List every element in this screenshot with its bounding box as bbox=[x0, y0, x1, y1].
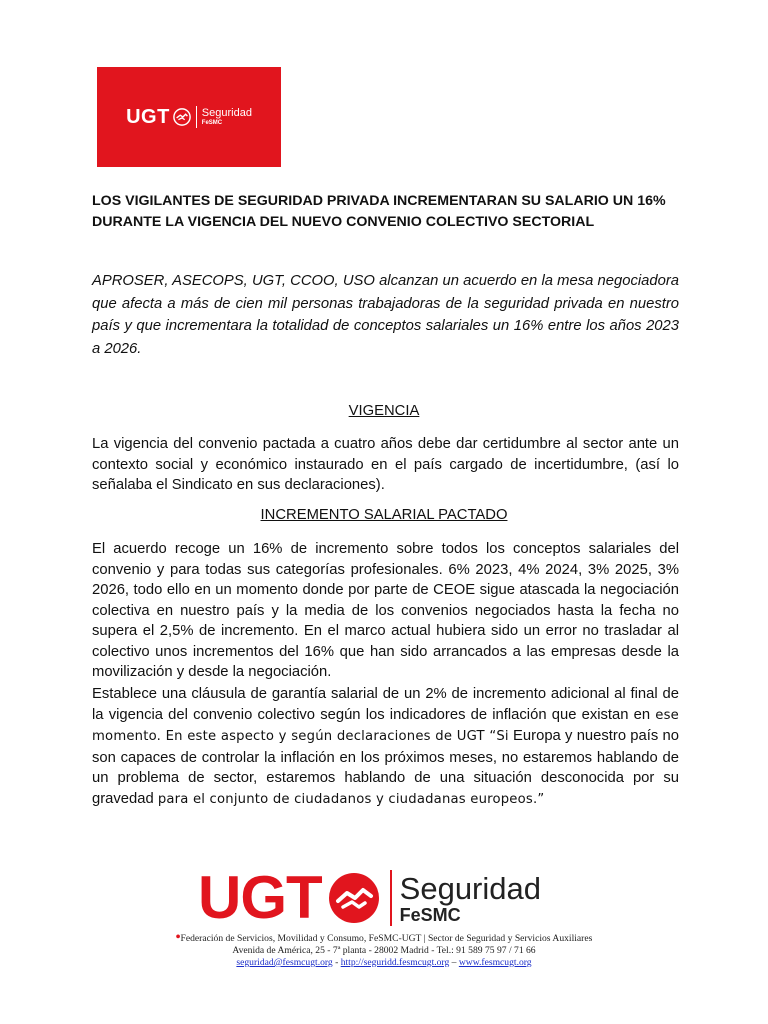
bullet-icon: • bbox=[175, 930, 181, 945]
footer-line-3 bbox=[0, 957, 768, 968]
federation-website-link[interactable]: www.fesmcugt.org bbox=[458, 957, 532, 968]
incremento-paragraph: El acuerdo recoge un 16% de incremento sobre todos los conceptos salariales del convenio y para todas sus categorías profesionales. 6% 2023, 4% 2024, 3% 2025, 3% 2026, todo ello en un momento donde por parte de CEOE sigue atascada la negociación colectiva en nuestro país y la media de los convenios negociados hasta la fecha no supera el 2,5% de incremento. En el marco actual hubiera sido un error no trasladar al colectivo unos incrementos del 16% que han sido arrancados a las empresas desde la movilización y desde la negociación. bbox=[92, 541, 679, 680]
handshake-icon bbox=[328, 872, 380, 924]
document-title: LOS VIGILANTES DE SEGURIDAD PRIVADA INCREMENTARAN SU SALARIO UN 16% DURANTE LA VIGENCIA DEL NUEVO CONVENIO COLECTIVO SECTORIAL bbox=[92, 193, 666, 230]
section-heading-incremento: INCREMENTO SALARIAL PACTADO bbox=[260, 507, 508, 523]
handshake-icon bbox=[173, 108, 191, 126]
vigencia-paragraph: La vigencia del convenio pactada a cuatro años debe dar certidumbre al sector ante un contexto social y económico instaurado en el país cargado de incertidumbre, (así lo señalaba el Sindicato en sus declaraciones). bbox=[92, 436, 679, 493]
garantia-text-1: Establece una cláusula de garantía salarial de un 2% de incremento adicional al final de la vigencia del convenio colectivo según los indicadores de inflación que existan en bbox=[92, 686, 679, 723]
garantia-paragraph bbox=[92, 684, 679, 810]
section-heading-vigencia: VIGENCIA bbox=[348, 403, 420, 419]
logo-divider bbox=[196, 106, 197, 128]
footer-line-2: Avenida de América, 25 - 7ª planta - 28002 Madrid - Tel.: 91 589 75 97 / 71 66 bbox=[232, 945, 536, 956]
garantia-text-4: para el conjunto de ciudadanos y ciudadanas europeos.” bbox=[157, 791, 545, 807]
footer-logo-name: Seguridad bbox=[399, 870, 541, 906]
logo-sub: FeSMC bbox=[201, 120, 223, 126]
footer-logo-brand: UGT bbox=[198, 864, 322, 931]
garantia-text-3: Europa y nuestro país no son capaces de controlar la inflación en los próximos meses, no estaremos hablando de un problema de sector, estaremos hablando de una situación desconocida por su gravedad bbox=[92, 728, 679, 807]
email-link[interactable]: seguridad@fesmcugt.org bbox=[236, 957, 333, 968]
header-logo bbox=[97, 67, 281, 167]
garantia-text-2: ese momento. En este aspecto y según declaraciones de UGT “Si bbox=[92, 707, 679, 744]
footer-separator: - bbox=[332, 957, 341, 968]
footer-line-1 bbox=[0, 930, 768, 946]
sector-website-link[interactable]: http://seguridd.fesmcugt.org bbox=[340, 957, 450, 968]
footer-separator: – bbox=[449, 957, 459, 968]
footer-logo-sub: FeSMC bbox=[399, 904, 461, 925]
logo-name: Seguridad bbox=[201, 107, 252, 119]
footer-logo bbox=[198, 864, 541, 931]
logo-brand: UGT bbox=[126, 105, 170, 128]
footer-logo-divider bbox=[390, 870, 392, 926]
footer-organization: Federación de Servicios, Movilidad y Consumo, FeSMC-UGT | Sector de Seguridad y Servicios Auxiliares bbox=[180, 933, 593, 944]
intro-paragraph: APROSER, ASECOPS, UGT, CCOO, USO alcanzan un acuerdo en la mesa negociadora que afecta a más de cien mil personas trabajadoras de la seguridad privada en nuestro país y que incrementara la totalidad de conceptos salariales un 16% entre los años 2023 a 2026. bbox=[92, 273, 679, 357]
